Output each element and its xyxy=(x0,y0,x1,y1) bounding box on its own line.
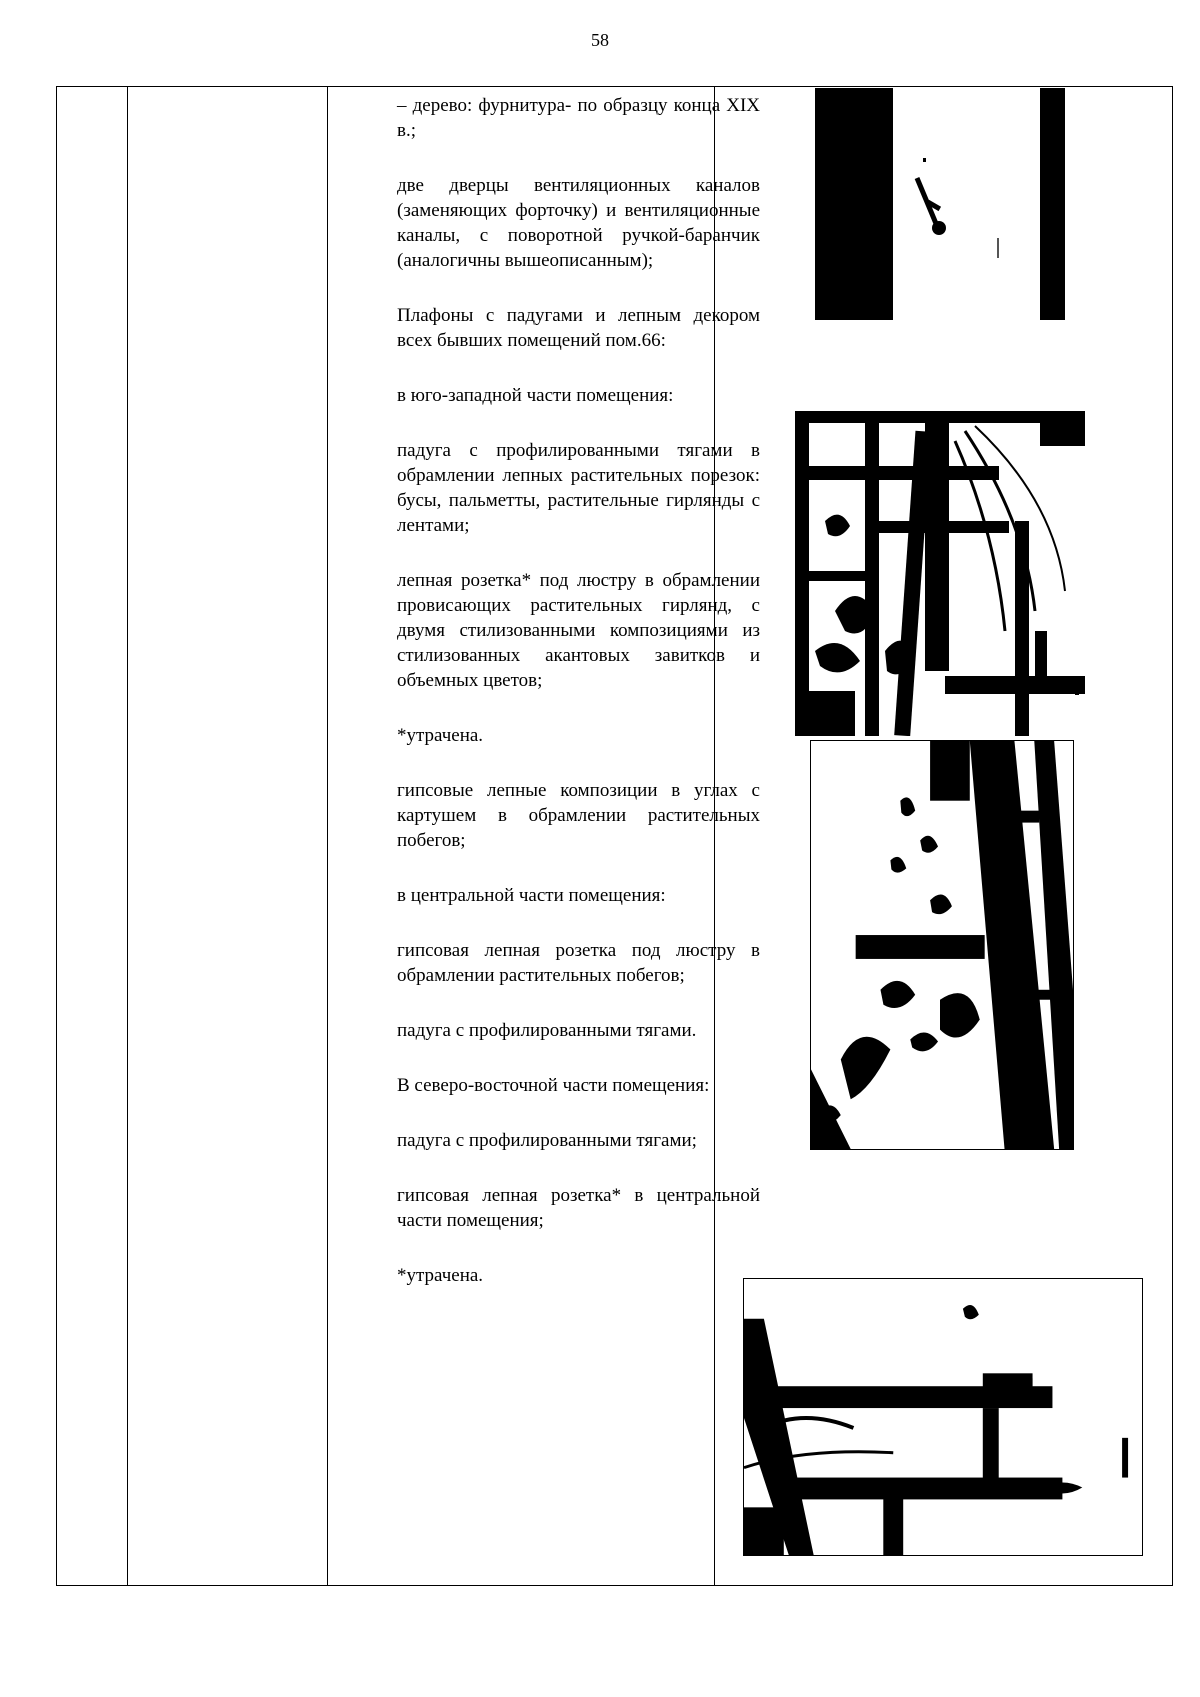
ceiling-southwest-image xyxy=(795,411,1085,736)
description-paragraph: лепная розетка* под люстру в обрамлении провисающих растительных гирлянд, с двумя стилизованными композициями из стилизованных акантовых завитков и объемных цветов; xyxy=(397,570,760,691)
column-divider-2 xyxy=(327,87,328,1585)
description-paragraph: *утрачена. xyxy=(397,725,484,746)
description-paragraph: гипсовая лепная розетка под люстру в обрамлении растительных побегов; xyxy=(397,940,760,986)
description-paragraph: Плафоны с падугами и лепным декором всех бывших помещений пом.66: xyxy=(397,305,760,351)
description-column xyxy=(397,93,760,1318)
description-paragraph: две дверцы вентиляционных каналов (заменяющих форточку) и вентиляционные каналы, с поворотной ручкой-баранчик (аналогичны вышеописанным); xyxy=(397,175,760,271)
description-paragraph: – дерево: фурнитура- по образцу конца XIX в.; xyxy=(397,95,760,141)
description-paragraph: В северо-восточной части помещения: xyxy=(397,1075,710,1096)
description-paragraph: падуга с профилированными тягами; xyxy=(397,1130,697,1151)
description-paragraph: падуга с профилированными тягами в обрамлении лепных растительных порезок: бусы, пальметты, растительные гирлянды с лентами; xyxy=(397,440,760,536)
description-paragraph: гипсовая лепная розетка* в центральной части помещения; xyxy=(397,1185,760,1231)
page-number: 58 xyxy=(591,30,609,50)
description-paragraph: *утрачена. xyxy=(397,1265,484,1286)
ceiling-southwest-photo xyxy=(795,411,1085,736)
ceiling-northeast-photo xyxy=(743,1278,1143,1556)
ceiling-center-image xyxy=(811,741,1073,1149)
description-paragraph: падуга с профилированными тягами. xyxy=(397,1020,697,1041)
column-divider-1 xyxy=(127,87,128,1585)
ventilation-door-photo xyxy=(815,88,1065,320)
description-paragraph: гипсовые лепные композиции в углах с картушем в обрамлении растительных побегов; xyxy=(397,780,760,851)
ventilation-door-image xyxy=(815,88,1065,320)
description-paragraph: в центральной части помещения: xyxy=(397,885,666,906)
ceiling-northeast-image xyxy=(744,1279,1142,1555)
ceiling-center-photo xyxy=(810,740,1074,1150)
description-paragraph: в юго-западной части помещения: xyxy=(397,385,674,406)
